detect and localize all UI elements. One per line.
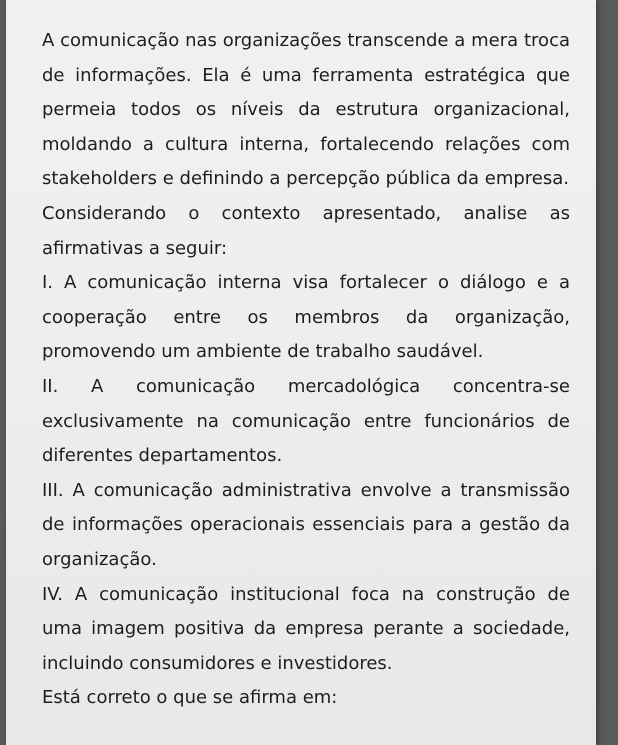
question-text: [42, 24, 570, 716]
paper-sheet: [6, 0, 596, 745]
statement-1: I. A comunicação interna visa fortalecer o diálogo e a cooperação entre os membros da organização, promovendo um ambiente de trabalho saudável.: [42, 272, 570, 363]
prompt-paragraph: Considerando o contexto apresentado, analise as afirmativas a seguir:: [42, 202, 570, 259]
statement-2: II. A comunicação mercadológica concentra-se exclusivamente na comunicação entre funcionários de diferentes departamentos.: [42, 375, 570, 467]
statement-4: IV. A comunicação institucional foca na construção de uma imagem positiva da empresa perante a sociedade, incluindo consumidores e investidores.: [42, 583, 570, 674]
intro-paragraph: A comunicação nas organizações transcende a mera troca de informações. Ela é uma ferramenta estratégica que permeia todos os níveis da estrutura organizacional, moldando a cultura interna, fortalecendo relações com stakeholders e definindo a percepção pública da empresa.: [42, 30, 570, 190]
question-line: Está correto o que se afirma em:: [42, 687, 338, 709]
statement-3: III. A comunicação administrativa envolve a transmissão de informações operacionais essenciais para a gestão da organização.: [42, 479, 570, 570]
